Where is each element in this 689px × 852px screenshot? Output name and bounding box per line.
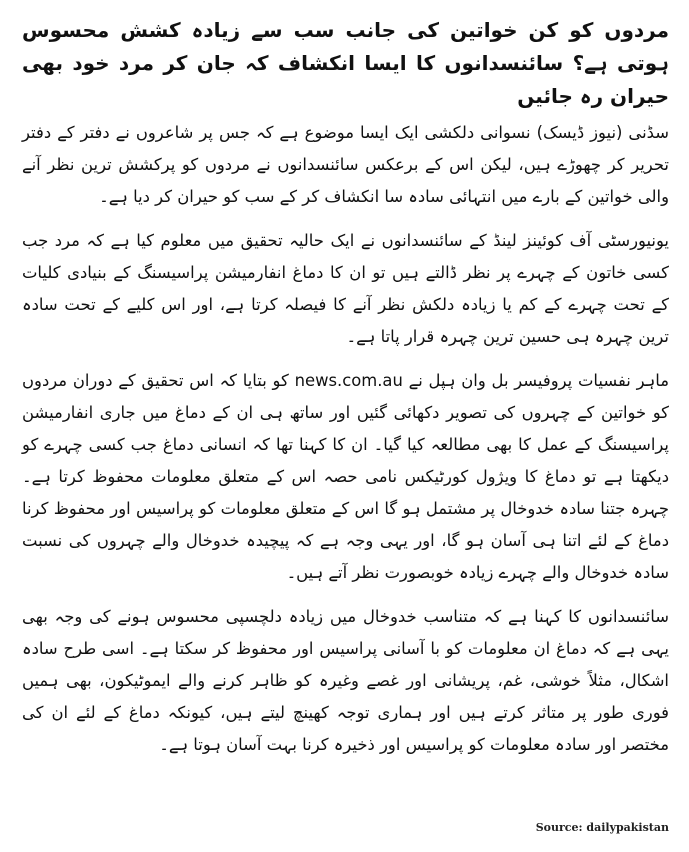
source-label: Source: [535, 821, 583, 834]
article-paragraph-3: ماہر نفسیات پروفیسر بل وان ہپل نے news.com.au کو بتایا کہ اس تحقیق کے دوران مردوں کو خواتین کے چہروں کی تصویر دکھائی گئیں اور ساتھ ہی ان کے دماغ میں جاری انفارمیشن پراسیسنگ کے عمل کا بھی مطالعہ کیا گیا۔ ان کا کہنا تھا کہ انسانی دماغ جب کسی چہرے کو دیکھتا ہے تو دماغ کا ویژول کورٹیکس نامی حصہ اس کے متعلق معلومات محفوظ کرتا ہے۔ چہرہ جتنا سادہ خدوخال پر مشتمل ہو گا اس کے متعلق معلومات کو پراسیس اور محفوظ کرنا دماغ کے لئے اتنا ہی آسان ہو گا، اور یہی وجہ ہے کہ پیچیدہ خدوخال والے چہروں کی نسبت سادہ خدوخال والے چہرے زیادہ خوبصورت نظر آتے ہیں۔ [22, 371, 669, 582]
article-headline: مردوں کو کن خواتین کی جانب سب سے زیادہ کشش محسوس ہوتی ہے؟ سائنسدانوں کا ایسا انکشاف کہ جان کر مرد خود بھی حیران رہ جائیں [22, 18, 669, 108]
source-credit [536, 821, 669, 834]
article-paragraph-4: سائنسدانوں کا کہنا ہے کہ متناسب خدوخال میں زیادہ دلچسپی محسوس ہونے کی وجہ بھی یہی ہے کہ دماغ ان معلومات کو با آسانی پراسیس اور محفوظ کر سکتا ہے۔ اسی طرح سادہ اشکال، مثلاً خوشی، غم، پریشانی اور غصے وغیرہ کو ظاہر کرنے والے ایموٹیکون، بھی ہمیں فوری طور پر متاثر کرتے ہیں اور ہماری توجہ کھینچ لیتے ہیں، کیونکہ دماغ کے لئے ان کی مختصر اور سادہ معلومات کو پراسیس اور ذخیرہ کرنا بہت آسان ہوتا ہے۔ [22, 607, 669, 754]
article-paragraph-1: سڈنی (نیوز ڈیسک) نسوانی دلکشی ایک ایسا موضوع ہے کہ جس پر شاعروں نے دفتر کے دفتر تحریر کر چھوڑے ہیں، لیکن اس کے برعکس سائنسدانوں نے مردوں کو پرکشش ترین نظر آنے والی خواتین کے بارے میں انتہائی سادہ سا انکشاف کر کے سب کو حیران کر دیا ہے۔ [22, 123, 669, 206]
source-value: dailypakistan [586, 821, 669, 834]
article-paragraph-2: یونیورسٹی آف کوئینز لینڈ کے سائنسدانوں نے ایک حالیہ تحقیق میں معلوم کیا ہے کہ مرد جب کسی خاتون کے چہرے پر نظر ڈالتے ہیں تو ان کا دماغ انفارمیشن پراسیسنگ کے بنیادی کلیات کے تحت چہرے کے کم یا زیادہ دلکش نظر آنے کا فیصلہ کرتا ہے، اور اس کلیے کے تحت سادہ ترین چہرہ ہی حسین ترین چہرہ قرار پاتا ہے۔ [22, 231, 669, 346]
